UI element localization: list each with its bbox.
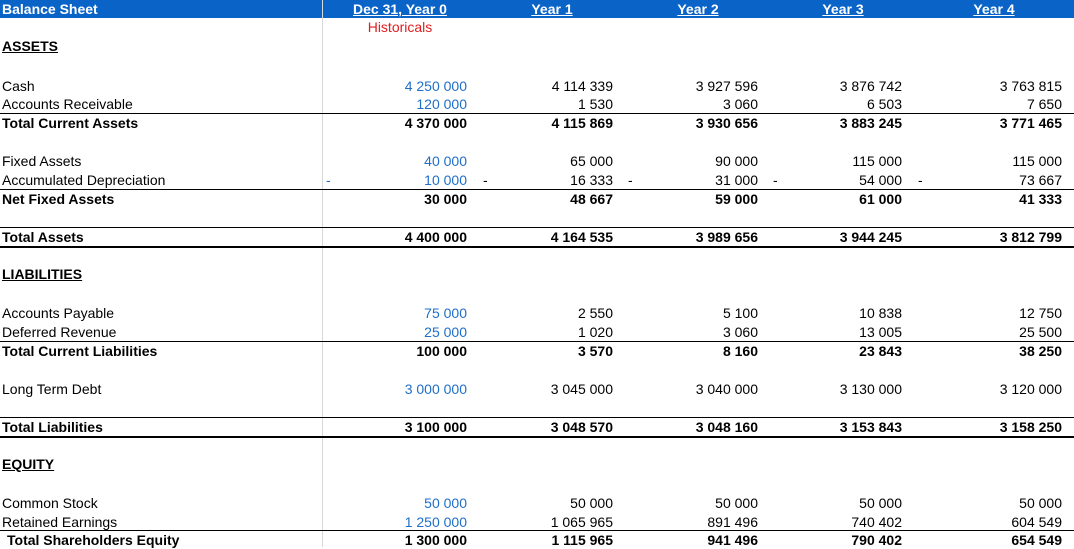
cell-year0[interactable]: 25 000 — [424, 324, 467, 340]
cell-year2[interactable]: 3 060 — [722, 324, 758, 340]
row-label: Accounts Receivable — [2, 96, 133, 112]
row-total-shareholders-equity[interactable] — [0, 530, 1074, 549]
section-liabilities: LIABILITIES — [2, 266, 83, 282]
cell-year4[interactable]: 604 549 — [1011, 514, 1062, 530]
cell-year4[interactable]: 12 750 — [1019, 305, 1062, 321]
row-total-current-assets[interactable] — [0, 113, 1074, 132]
row-long-term-debt[interactable] — [0, 380, 1074, 398]
cell-year4[interactable]: 654 549 — [1011, 532, 1062, 548]
row-label: Long Term Debt — [2, 381, 102, 397]
cell-year0[interactable]: 10 000 — [424, 172, 467, 188]
section-assets: ASSETS — [2, 38, 59, 54]
row-deferred-revenue[interactable] — [0, 323, 1074, 341]
row-label: Accumulated Depreciation — [2, 172, 166, 188]
cell-year2[interactable]: 5 100 — [722, 305, 758, 321]
cell-year1[interactable]: 4 114 339 — [551, 78, 613, 94]
row-fixed-assets[interactable] — [0, 152, 1074, 170]
row-label: Cash — [2, 78, 35, 94]
cell-year1[interactable]: 3 045 000 — [550, 381, 613, 397]
cell-year4[interactable]: 3 158 250 — [999, 419, 1062, 435]
cell-year3[interactable]: 790 402 — [851, 532, 902, 548]
cell-year4[interactable]: 73 667 — [1019, 172, 1062, 188]
cell-year1[interactable]: 4 115 869 — [551, 115, 613, 131]
cell-year0[interactable]: 3 000 000 — [404, 381, 467, 397]
col-header-year1[interactable]: Year 1 — [531, 1, 573, 17]
cell-year3[interactable]: 6 503 — [866, 96, 902, 112]
cell-year1[interactable]: 16 333 — [570, 172, 613, 188]
cell-year4[interactable]: 115 000 — [1012, 153, 1062, 169]
row-label: Total Assets — [2, 229, 84, 245]
cell-year4[interactable]: 3 771 465 — [999, 115, 1062, 131]
row-accounts-receivable[interactable] — [0, 95, 1074, 113]
cell-year1[interactable]: 2 550 — [577, 305, 613, 321]
cell-year3[interactable]: 23 843 — [859, 343, 902, 359]
minus-sign: - — [773, 172, 778, 188]
minus-sign: - — [483, 172, 488, 188]
cell-year0[interactable]: 100 000 — [416, 343, 467, 359]
cell-year4[interactable]: 38 250 — [1019, 343, 1062, 359]
cell-year3[interactable]: 50 000 — [859, 495, 902, 511]
cell-year2[interactable]: 8 160 — [722, 343, 758, 359]
cell-year3[interactable]: 3 883 245 — [839, 115, 902, 131]
row-label: Total Shareholders Equity — [7, 532, 180, 548]
cell-year3[interactable]: 61 000 — [859, 191, 902, 207]
cell-year2[interactable]: 90 000 — [715, 153, 758, 169]
col-header-year4[interactable]: Year 4 — [973, 1, 1015, 17]
cell-year1[interactable]: 65 000 — [570, 153, 613, 169]
cell-year0[interactable]: 4 370 000 — [404, 115, 467, 131]
cell-year2[interactable]: 31 000 — [715, 172, 758, 188]
cell-year2[interactable]: 50 000 — [715, 495, 758, 511]
cell-year2[interactable]: 3 927 596 — [695, 78, 758, 94]
cell-year1[interactable]: 1 530 — [577, 96, 613, 112]
cell-year1[interactable]: 3 048 570 — [550, 419, 613, 435]
cell-year4[interactable]: 3 120 000 — [999, 381, 1062, 397]
row-label: Deferred Revenue — [2, 324, 117, 340]
cell-year0[interactable]: 30 000 — [424, 191, 467, 207]
cell-year0[interactable]: 4 250 000 — [404, 78, 467, 94]
cell-year3[interactable]: 3 876 742 — [839, 78, 902, 94]
cell-year0[interactable]: 40 000 — [424, 153, 467, 169]
row-cash[interactable] — [0, 77, 1074, 95]
cell-year4[interactable]: 25 500 — [1019, 324, 1062, 340]
row-label: Common Stock — [2, 495, 98, 511]
historicals-label: Historicals — [367, 19, 433, 35]
minus-sign: - — [628, 172, 633, 188]
row-label: Total Current Liabilities — [2, 343, 158, 359]
row-label: Net Fixed Assets — [2, 191, 115, 207]
cell-year2[interactable]: 891 496 — [707, 514, 758, 530]
cell-year3[interactable]: 3 130 000 — [839, 381, 902, 397]
cell-year0[interactable]: 3 100 000 — [404, 419, 467, 435]
minus-sign: - — [326, 172, 331, 188]
cell-year1[interactable]: 48 667 — [570, 191, 613, 207]
cell-year3[interactable]: 3 944 245 — [839, 229, 902, 245]
cell-year2[interactable]: 3 040 000 — [695, 381, 758, 397]
cell-year2[interactable]: 941 496 — [707, 532, 758, 548]
cell-year1[interactable]: 3 570 — [577, 343, 613, 359]
row-label: Accounts Payable — [2, 305, 115, 321]
cell-year0[interactable]: 1 300 000 — [404, 532, 467, 548]
cell-year2[interactable]: 59 000 — [715, 191, 758, 207]
minus-sign: - — [918, 172, 923, 188]
col-header-year2[interactable]: Year 2 — [677, 1, 719, 17]
row-accounts-payable[interactable] — [0, 304, 1074, 322]
cell-year1[interactable]: 1 065 965 — [550, 514, 613, 530]
row-label: Total Liabilities — [2, 419, 103, 435]
cell-year1[interactable]: 1 115 965 — [551, 532, 613, 548]
row-label: Total Current Assets — [2, 115, 139, 131]
cell-year4[interactable]: 3 812 799 — [999, 229, 1062, 245]
cell-year3[interactable]: 115 000 — [852, 153, 902, 169]
header-bar — [0, 0, 1074, 18]
row-total-current-liabilities[interactable] — [0, 341, 1074, 360]
row-label: Fixed Assets — [2, 153, 82, 169]
row-label: Retained Earnings — [2, 514, 118, 530]
cell-year3[interactable]: 13 005 — [859, 324, 902, 340]
row-total-assets[interactable] — [0, 227, 1074, 248]
cell-year0[interactable]: 75 000 — [424, 305, 467, 321]
cell-year0[interactable]: 120 000 — [416, 96, 467, 112]
cell-year0[interactable]: 1 250 000 — [404, 514, 467, 530]
cell-year1[interactable]: 4 164 535 — [550, 229, 613, 245]
cell-year3[interactable]: 54 000 — [859, 172, 902, 188]
row-retained-earnings[interactable] — [0, 513, 1074, 531]
col-header-year0[interactable]: Dec 31, Year 0 — [353, 1, 447, 17]
cell-year3[interactable]: 740 402 — [851, 514, 902, 530]
row-common-stock[interactable] — [0, 494, 1074, 512]
cell-year4[interactable]: 50 000 — [1019, 495, 1062, 511]
cell-year3[interactable]: 3 153 843 — [839, 419, 902, 435]
cell-year2[interactable]: 3 060 — [722, 96, 758, 112]
cell-year2[interactable]: 3 048 160 — [695, 419, 758, 435]
section-equity: EQUITY — [2, 456, 55, 472]
row-accumulated-depreciation[interactable] — [0, 171, 1074, 189]
cell-year1[interactable]: 1 020 — [577, 324, 613, 340]
cell-year0[interactable]: 50 000 — [424, 495, 467, 511]
cell-year4[interactable]: 3 763 815 — [999, 78, 1062, 94]
row-net-fixed-assets[interactable] — [0, 189, 1074, 208]
cell-year2[interactable]: 3 989 656 — [695, 229, 758, 245]
cell-year4[interactable]: 7 650 — [1026, 96, 1062, 112]
cell-year0[interactable]: 4 400 000 — [404, 229, 467, 245]
cell-year3[interactable]: 10 838 — [859, 305, 902, 321]
sheet-title: Balance Sheet — [2, 1, 98, 17]
cell-year2[interactable]: 3 930 656 — [695, 115, 758, 131]
col-header-year3[interactable]: Year 3 — [822, 1, 864, 17]
cell-year1[interactable]: 50 000 — [570, 495, 613, 511]
cell-year4[interactable]: 41 333 — [1019, 191, 1062, 207]
row-total-liabilities[interactable] — [0, 417, 1074, 438]
